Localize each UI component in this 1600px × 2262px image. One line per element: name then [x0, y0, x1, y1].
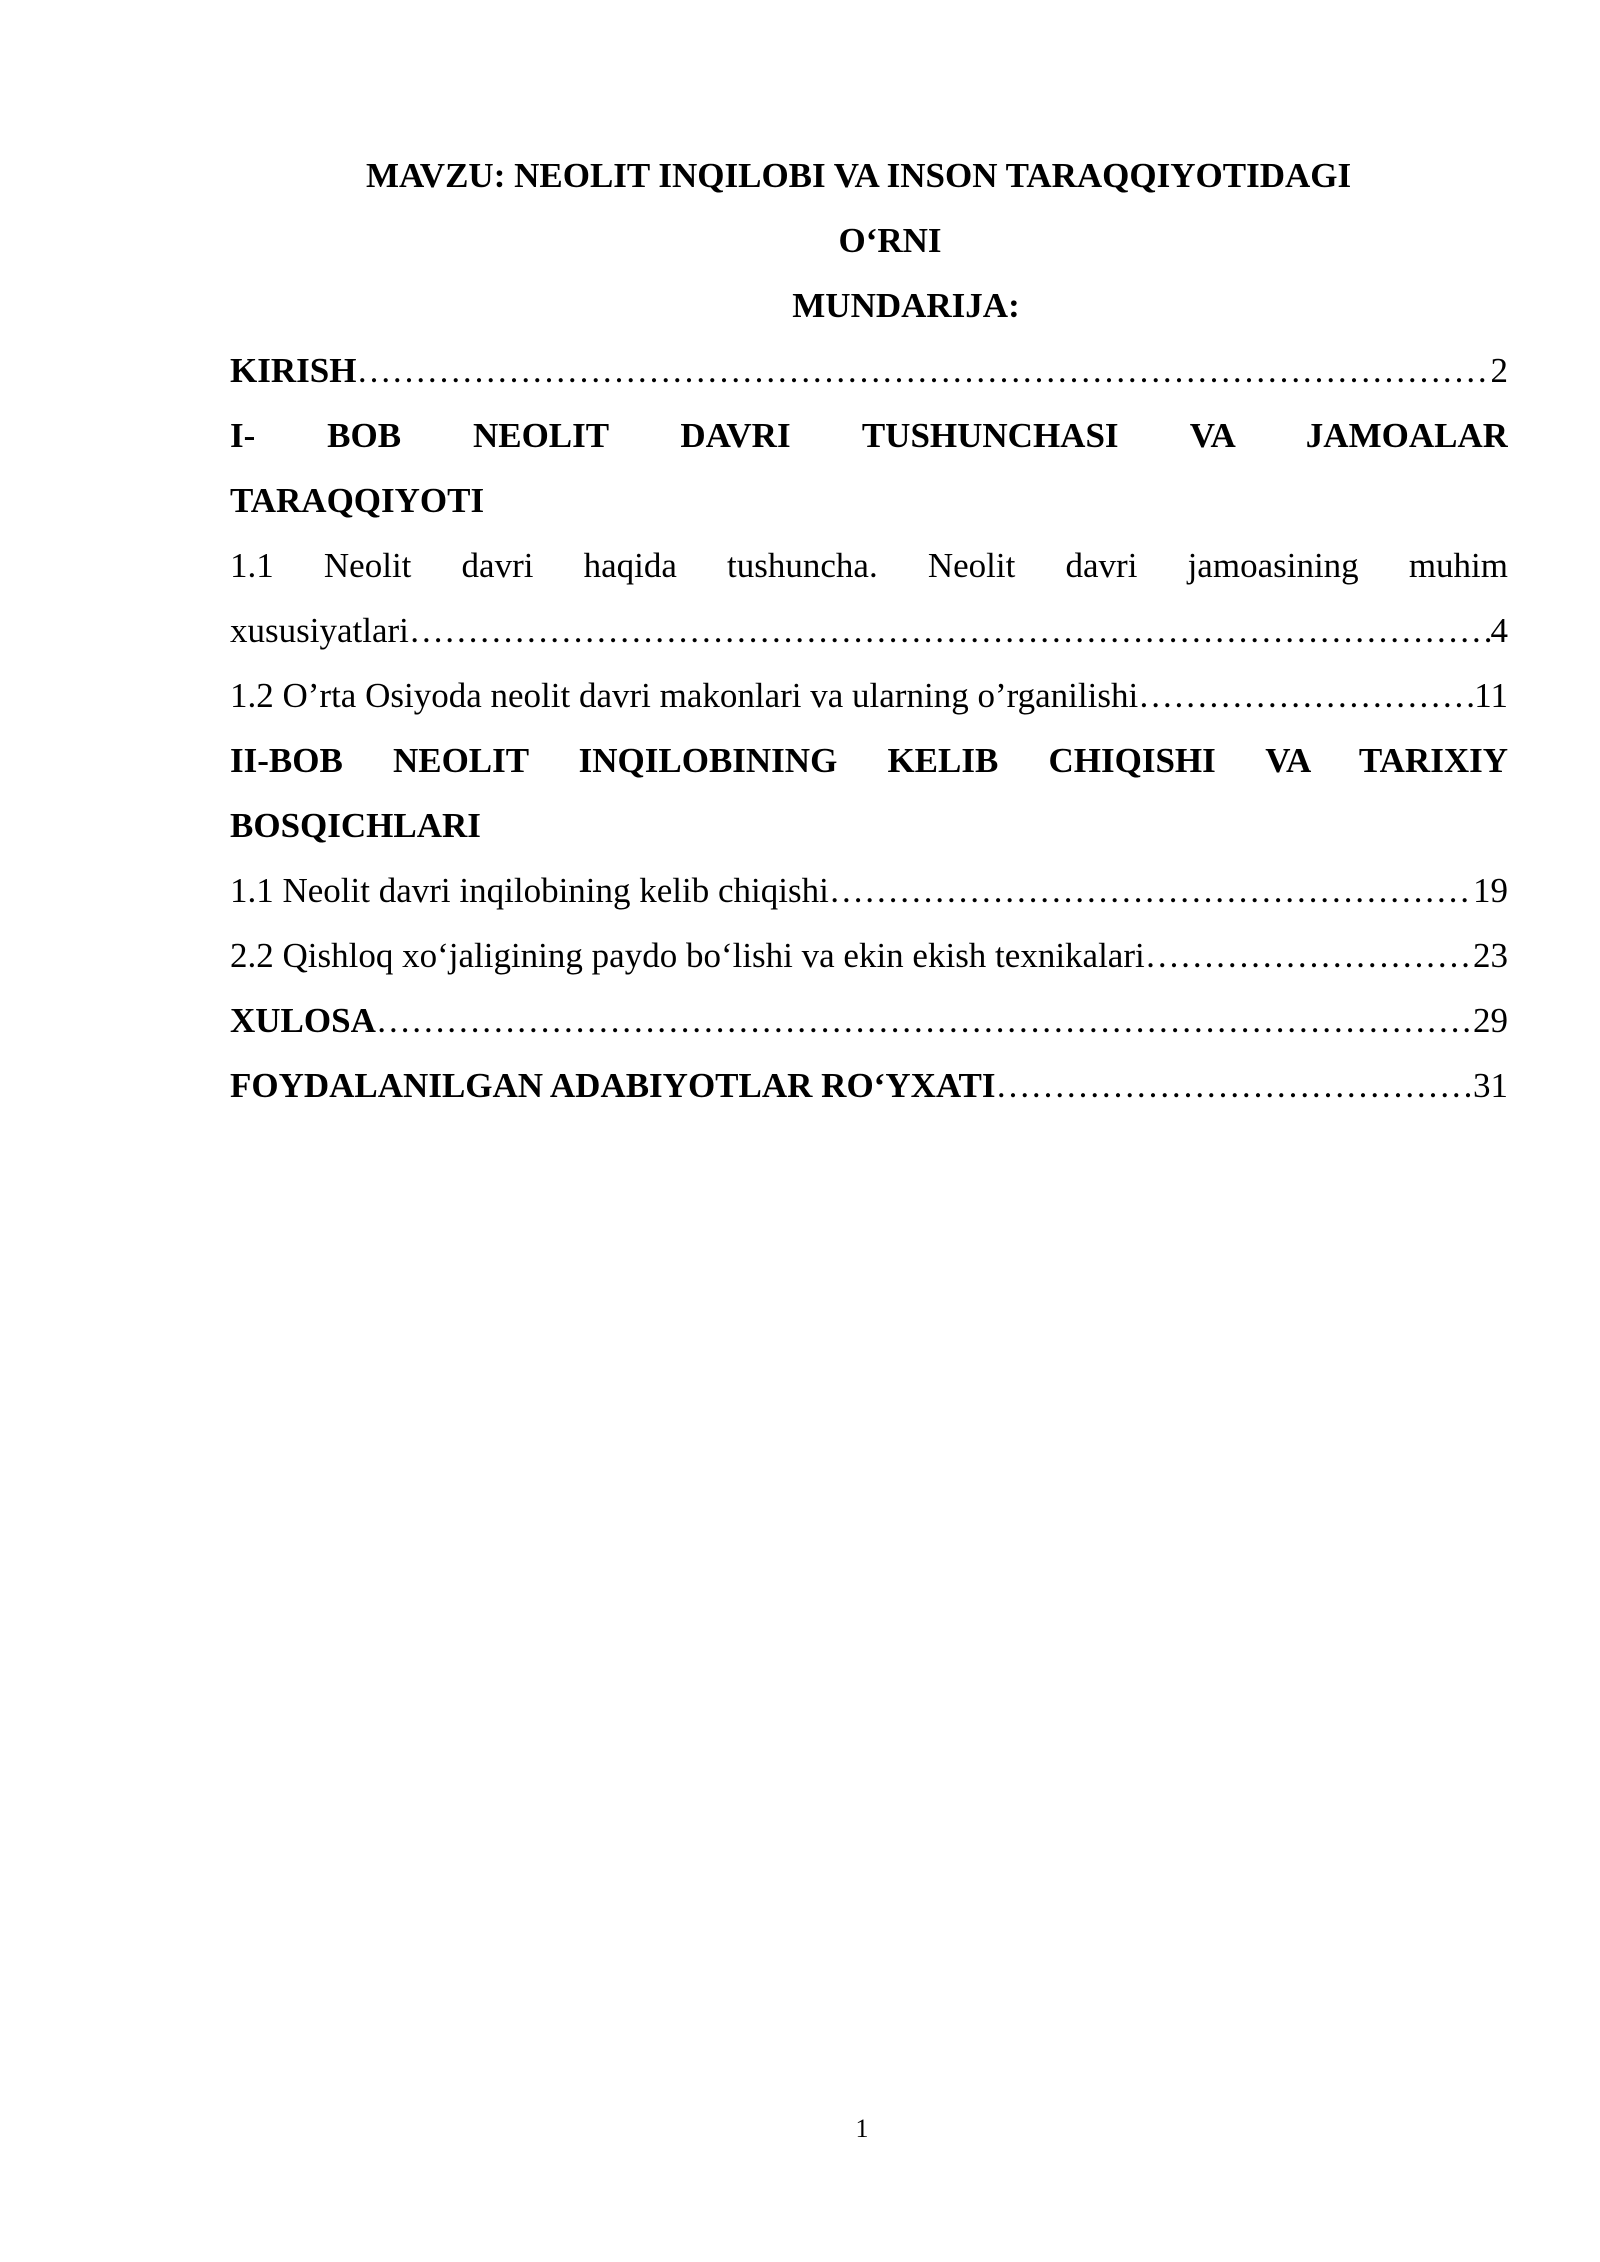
toc-leader-dots — [829, 869, 1473, 913]
toc-page-number: 31 — [1473, 1066, 1508, 1105]
toc-page-number: 19 — [1473, 871, 1508, 910]
toc-leader-dots — [356, 349, 1490, 393]
toc-leader-dots — [996, 1064, 1473, 1108]
toc-label: 2.2 Qishloq xo‘jaligining paydo bo‘lishi va ekin ekish texnikalari — [230, 936, 1145, 975]
toc-section-1-1-line-1: 1.1 Neolit davri haqida tushuncha. Neolit davri jamoasining muhim — [230, 546, 1508, 585]
toc-leader-dots — [409, 609, 1491, 653]
toc-label: XULOSA — [230, 1001, 376, 1040]
toc-page-number: 2 — [1490, 351, 1508, 390]
toc-entry-conclusion — [230, 999, 1508, 1043]
toc-entry-references — [230, 1064, 1508, 1108]
toc-section-2-1 — [230, 869, 1508, 913]
contents-heading: MUNDARIJA: — [792, 286, 1020, 325]
toc-page-number: 11 — [1474, 676, 1508, 715]
toc-label: 1.2 O’rta Osiyoda neolit davri makonlari va ularning o’rganilishi — [230, 676, 1139, 715]
toc-label: xususiyatlari — [230, 611, 409, 650]
toc-page-number: 23 — [1473, 936, 1508, 975]
document-title-line-2: O‘RNI — [838, 221, 942, 260]
toc-page-number: 29 — [1473, 1001, 1508, 1040]
toc-chapter-2-line-2: BOSQICHLARI — [230, 806, 481, 845]
toc-label: FOYDALANILGAN ADABIYOTLAR RO‘YXATI — [230, 1066, 996, 1105]
toc-label: KIRISH — [230, 351, 357, 390]
toc-chapter-2-line-1: II-BOB NEOLIT INQILOBINING KELIB CHIQISHI VA TARIXIY — [230, 741, 1508, 780]
toc-section-1-1-line-2 — [230, 609, 1508, 653]
toc-section-1-2 — [230, 674, 1508, 718]
toc-page-number: 4 — [1490, 611, 1508, 650]
toc-leader-dots — [376, 999, 1473, 1043]
toc-section-2-2 — [230, 934, 1508, 978]
toc-label: 1.1 Neolit davri inqilobining kelib chiqishi — [230, 871, 829, 910]
toc-leader-dots — [1145, 934, 1473, 978]
page-number: 1 — [855, 2114, 869, 2143]
toc-leader-dots — [1138, 674, 1474, 718]
document-title-line-1: MAVZU: NEOLIT INQILOBI VA INSON TARAQQIYOTIDAGI — [366, 156, 1352, 195]
toc-chapter-1-line-2: TARAQQIYOTI — [230, 481, 485, 520]
toc-chapter-1-line-1: I- BOB NEOLIT DAVRI TUSHUNCHASI VA JAMOALAR — [230, 416, 1508, 455]
toc-entry-intro — [230, 349, 1508, 393]
